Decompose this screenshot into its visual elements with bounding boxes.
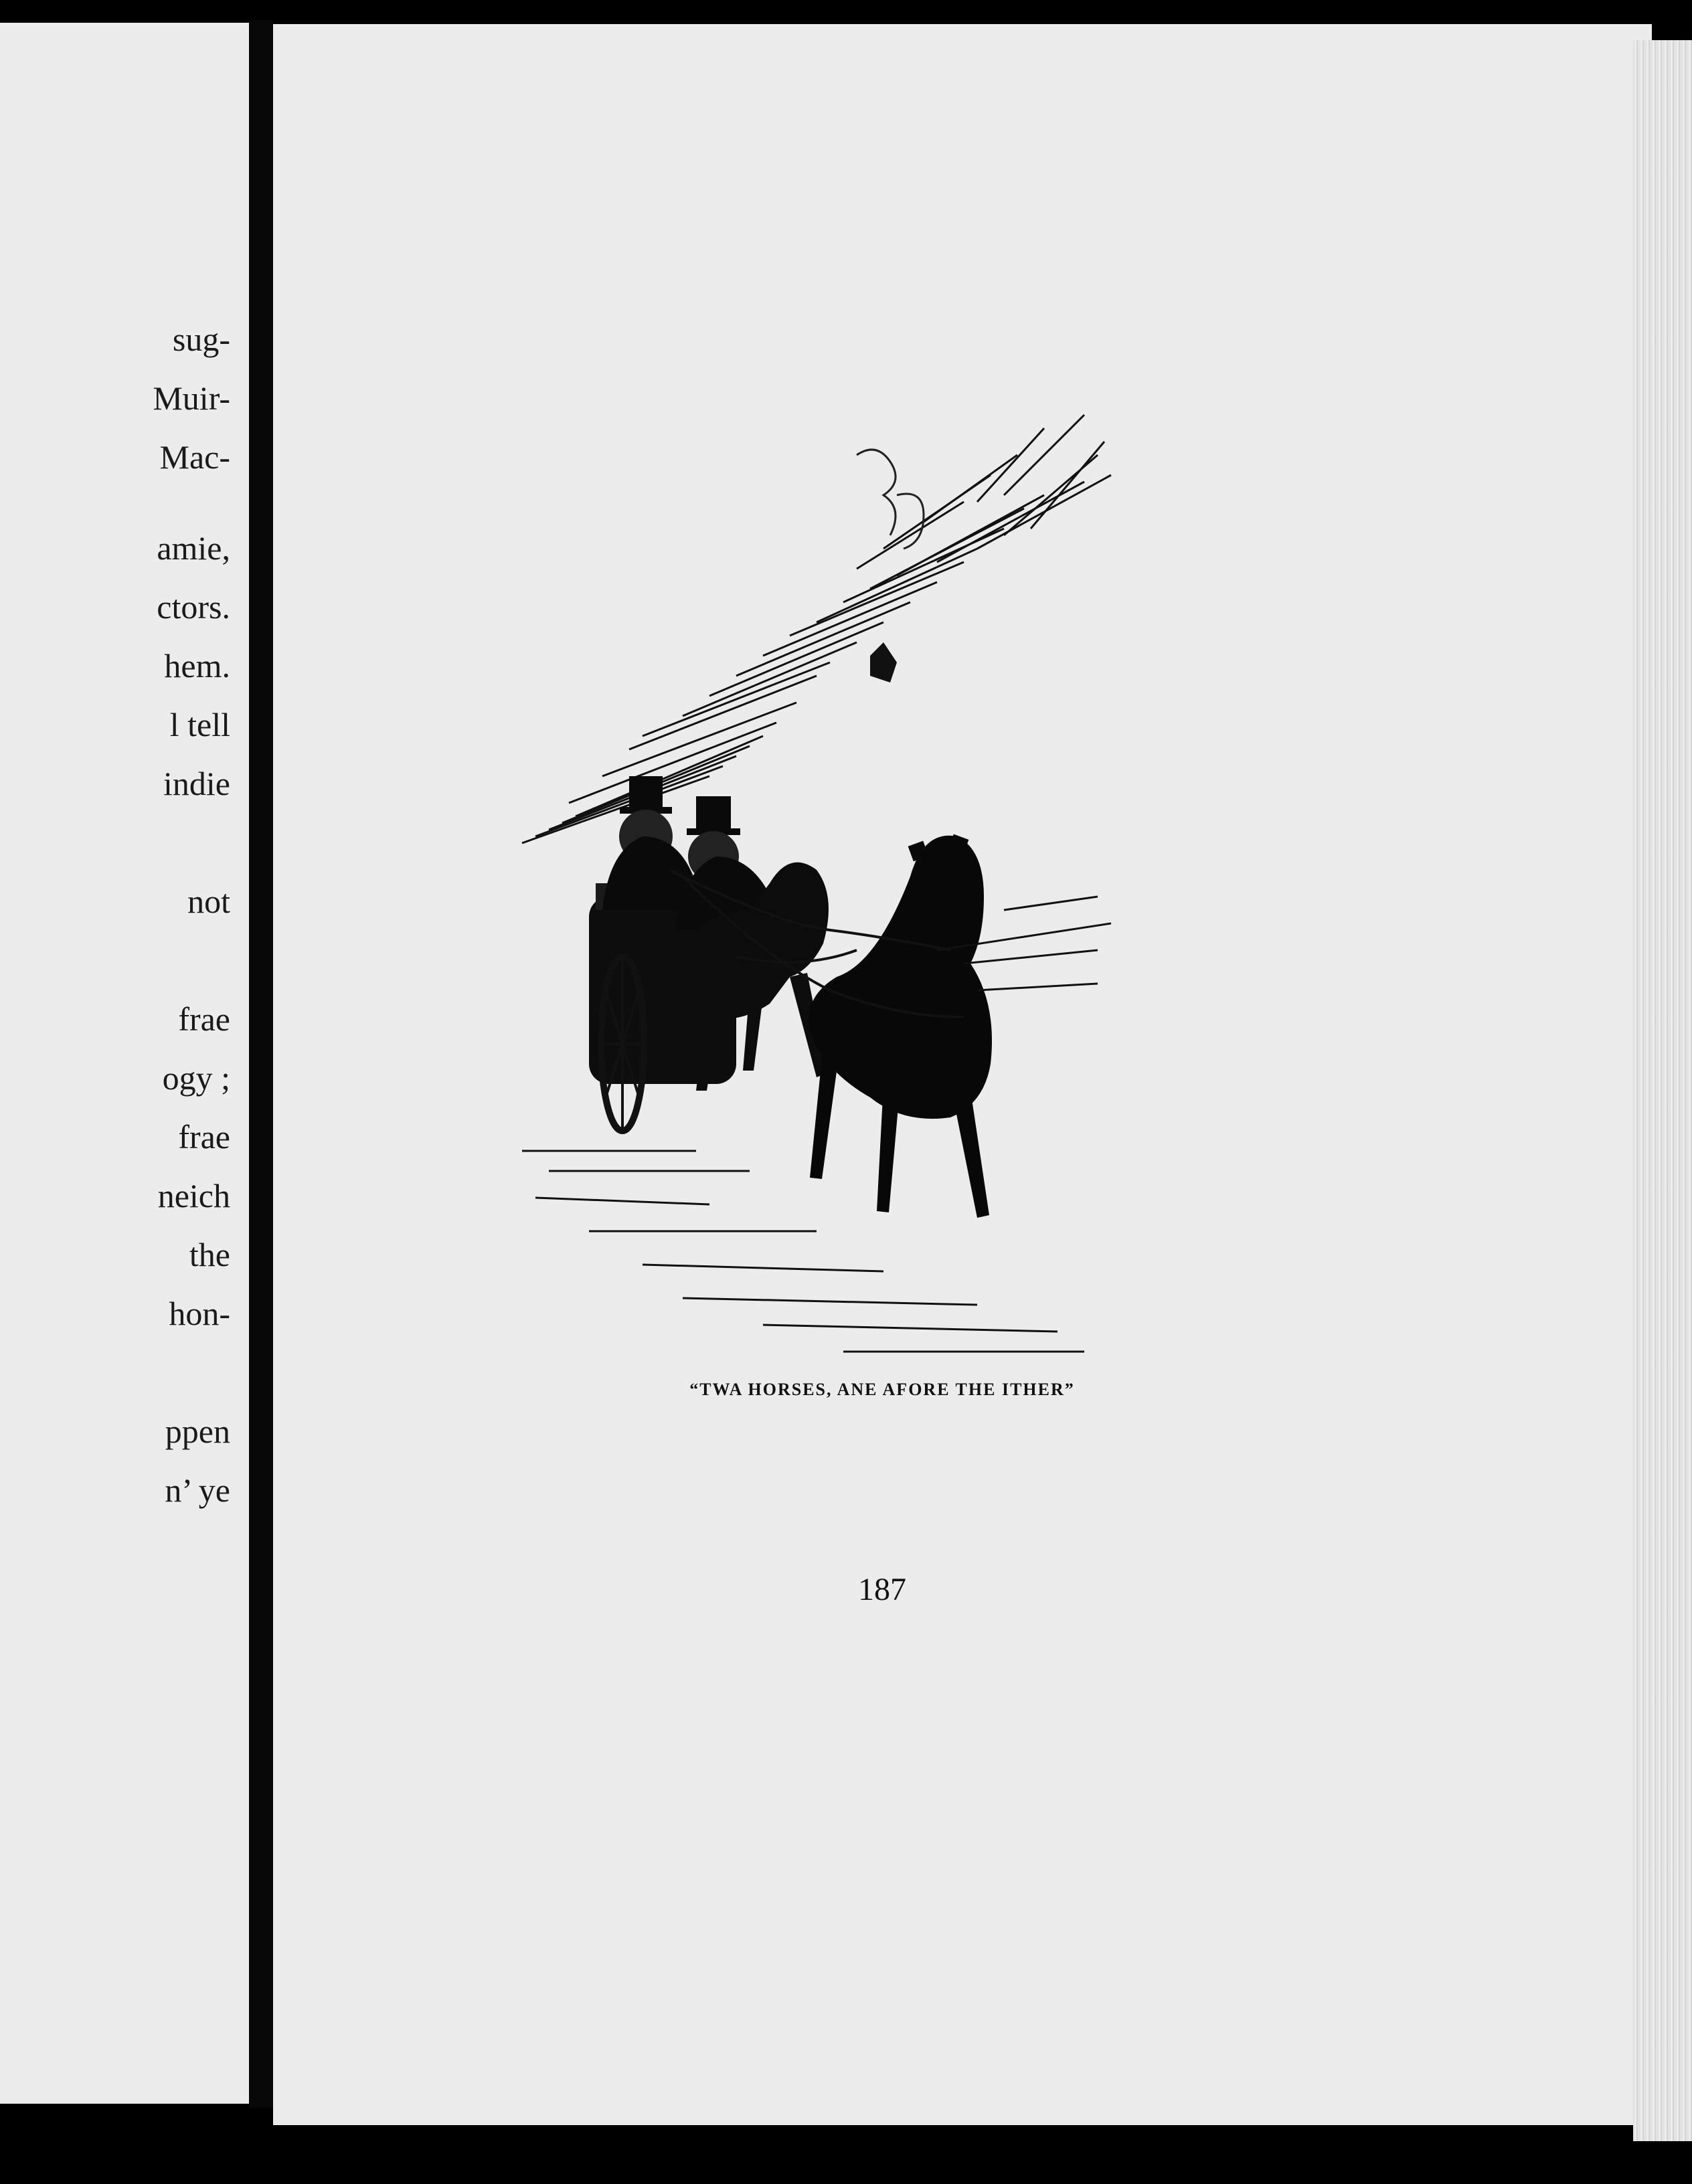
line-fragment: amie, (157, 529, 230, 567)
sky-hatching (522, 415, 1111, 843)
line-fragment: Muir- (153, 379, 230, 417)
line-fragment: frae (178, 1000, 230, 1038)
line-fragment: not (187, 883, 230, 920)
carriage-illustration (509, 401, 1124, 1378)
line-fragment: Mac- (159, 438, 230, 476)
left-page-text-fragments (0, 23, 249, 2104)
illustration-caption: “TWA HORSES, ANE AFORE THE ITHER” (689, 1380, 1075, 1399)
lead-horse (809, 834, 992, 1218)
line-fragment: ogy ; (162, 1059, 230, 1097)
line-fragment: hem. (164, 647, 230, 685)
line-fragment: ppen (165, 1413, 230, 1450)
line-fragment: frae (178, 1118, 230, 1156)
line-fragment: indie (163, 765, 230, 802)
distant-figure (870, 642, 897, 682)
left-page (0, 23, 249, 2104)
book-gutter (249, 20, 273, 2108)
page-number: 187 (858, 1572, 906, 1607)
line-fragment: neich (157, 1177, 230, 1214)
line-fragment: sug- (172, 321, 230, 358)
line-fragment: the (189, 1236, 230, 1273)
page-edges (1633, 40, 1692, 2141)
line-fragment: n’ ye (165, 1471, 230, 1509)
line-fragment: l tell (169, 706, 230, 743)
line-fragment: ctors. (157, 588, 230, 626)
line-fragment: hon- (169, 1295, 230, 1332)
